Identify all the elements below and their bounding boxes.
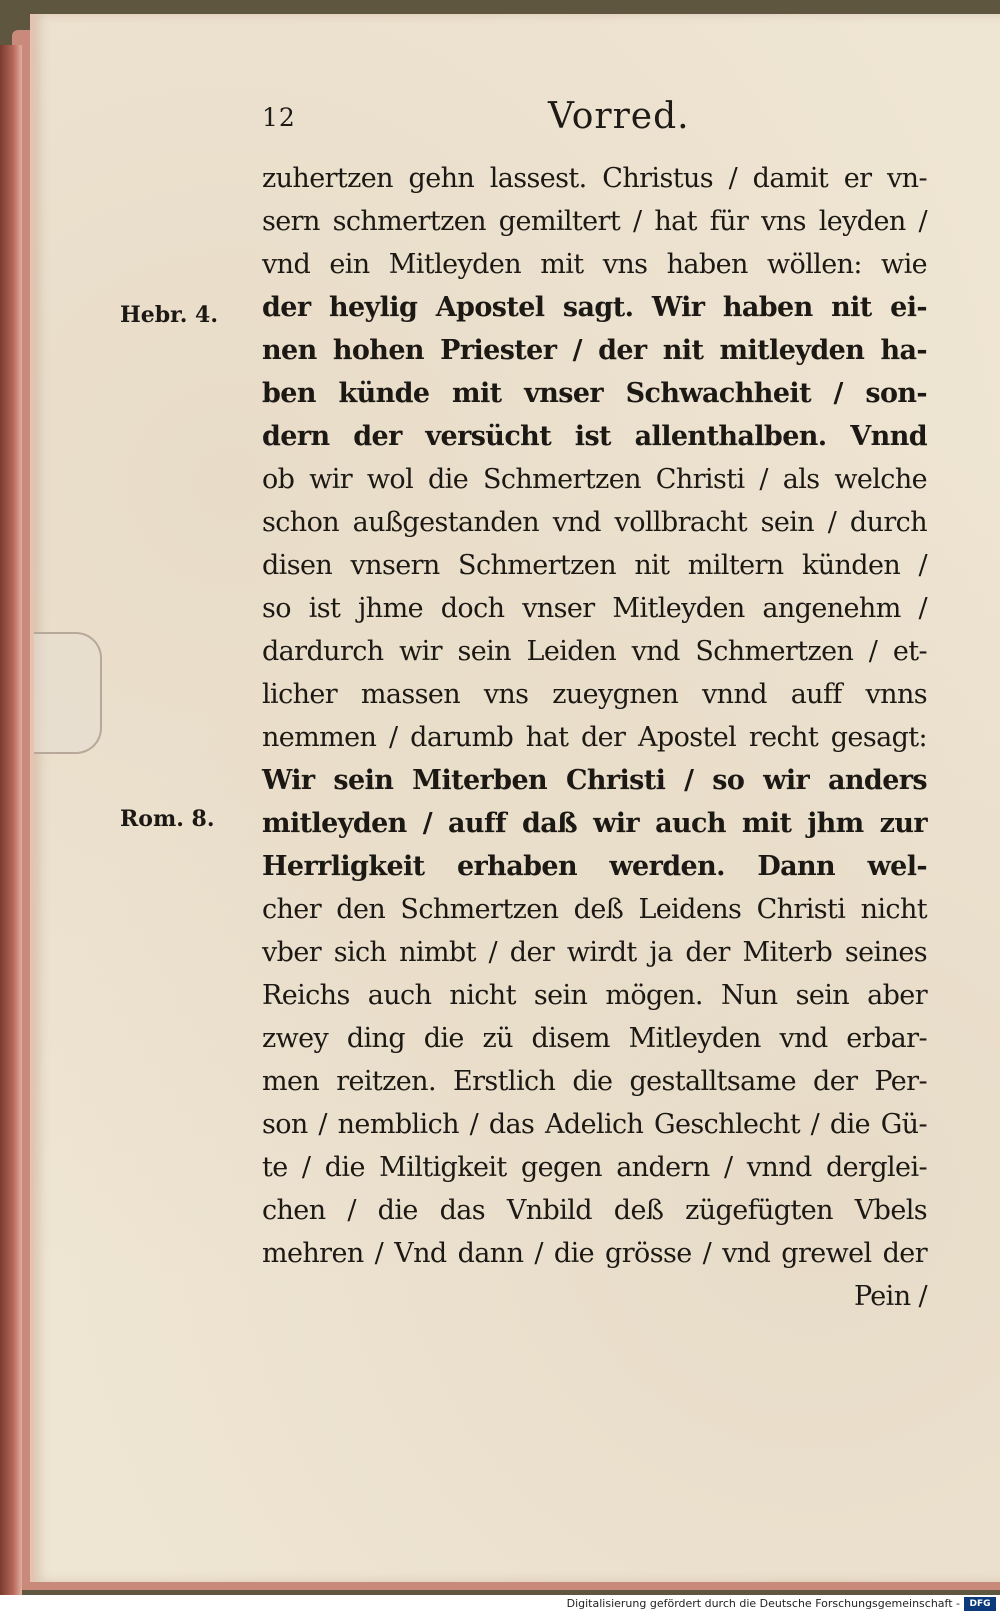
page-number: 12 (262, 103, 296, 132)
text-line: son / nemblich / das Adelich Geschlecht / die Gü- (262, 1109, 927, 1140)
text-line: te / die Miltigkeit gegen andern / vnnd derglei- (262, 1152, 927, 1183)
text-line: nen hohen Priester / der nit mitleyden ha- (262, 335, 927, 366)
running-head: Vorred. (548, 96, 690, 137)
text-line: dardurch wir sein Leiden vnd Schmertzen / et- (262, 636, 927, 667)
text-line: Reichs auch nicht sein mögen. Nun sein aber (262, 980, 927, 1011)
text-line: vber sich nimbt / der wirdt ja der Miterb seines (262, 937, 927, 968)
text-line: zuhertzen gehn lassest. Christus / damit er vn- (262, 163, 927, 194)
bookmark-tab (34, 632, 102, 754)
text-line: cher den Schmertzen deß Leidens Christi nicht (262, 894, 927, 925)
text-line: Wir sein Miterben Christi / so wir anders (262, 765, 927, 796)
text-line: zwey ding die zü disem Mitleyden vnd erbar- (262, 1023, 927, 1054)
text-line: nemmen / darumb hat der Apostel recht gesagt: (262, 722, 927, 753)
margin-note-hebr: Hebr. 4. (120, 302, 219, 328)
text-line: schon außgestanden vnd vollbracht sein / durch (262, 507, 927, 538)
text-line: ob wir wol die Schmertzen Christi / als welche (262, 464, 927, 495)
text-line: chen / die das Vnbild deß zügefügten Vbels (262, 1195, 927, 1226)
margin-note-rom: Rom. 8. (120, 806, 215, 832)
text-line: ben künde mit vnser Schwachheit / son- (262, 378, 927, 409)
text-line: licher massen vns zueygnen vnnd auff vnns (262, 679, 927, 710)
text-line: sern schmertzen gemiltert / hat für vns leyden / (262, 206, 927, 237)
text-line-catchword: Pein / (853, 1281, 927, 1312)
footer-credit: Digitalisierung gefördert durch die Deutsche Forschungsgemeinschaft - (566, 1597, 960, 1610)
text-line: der heylig Apostel sagt. Wir haben nit ei- (262, 292, 927, 323)
text-line: mehren / Vnd dann / die grösse / vnd grewel der (262, 1238, 927, 1269)
text-line: Herrligkeit erhaben werden. Dann wel- (262, 851, 927, 882)
text-line: men reitzen. Erstlich die gestalltsame der Per- (262, 1066, 927, 1097)
text-line: mitleyden / auff daß wir auch mit jhm zur (262, 808, 927, 839)
text-line: dern der versücht ist allenthalben. Vnnd (262, 421, 927, 452)
text-line: disen vnsern Schmertzen nit miltern künden / (262, 550, 927, 581)
footer-bar (0, 1595, 1000, 1615)
dfg-logo: DFG (964, 1597, 996, 1611)
text-block (262, 157, 927, 1318)
text-line: vnd ein Mitleyden mit vns haben wöllen: wie (262, 249, 927, 280)
text-line: so ist jhme doch vnser Mitleyden angenehm / (262, 593, 927, 624)
book-cover-edge (0, 45, 22, 1595)
